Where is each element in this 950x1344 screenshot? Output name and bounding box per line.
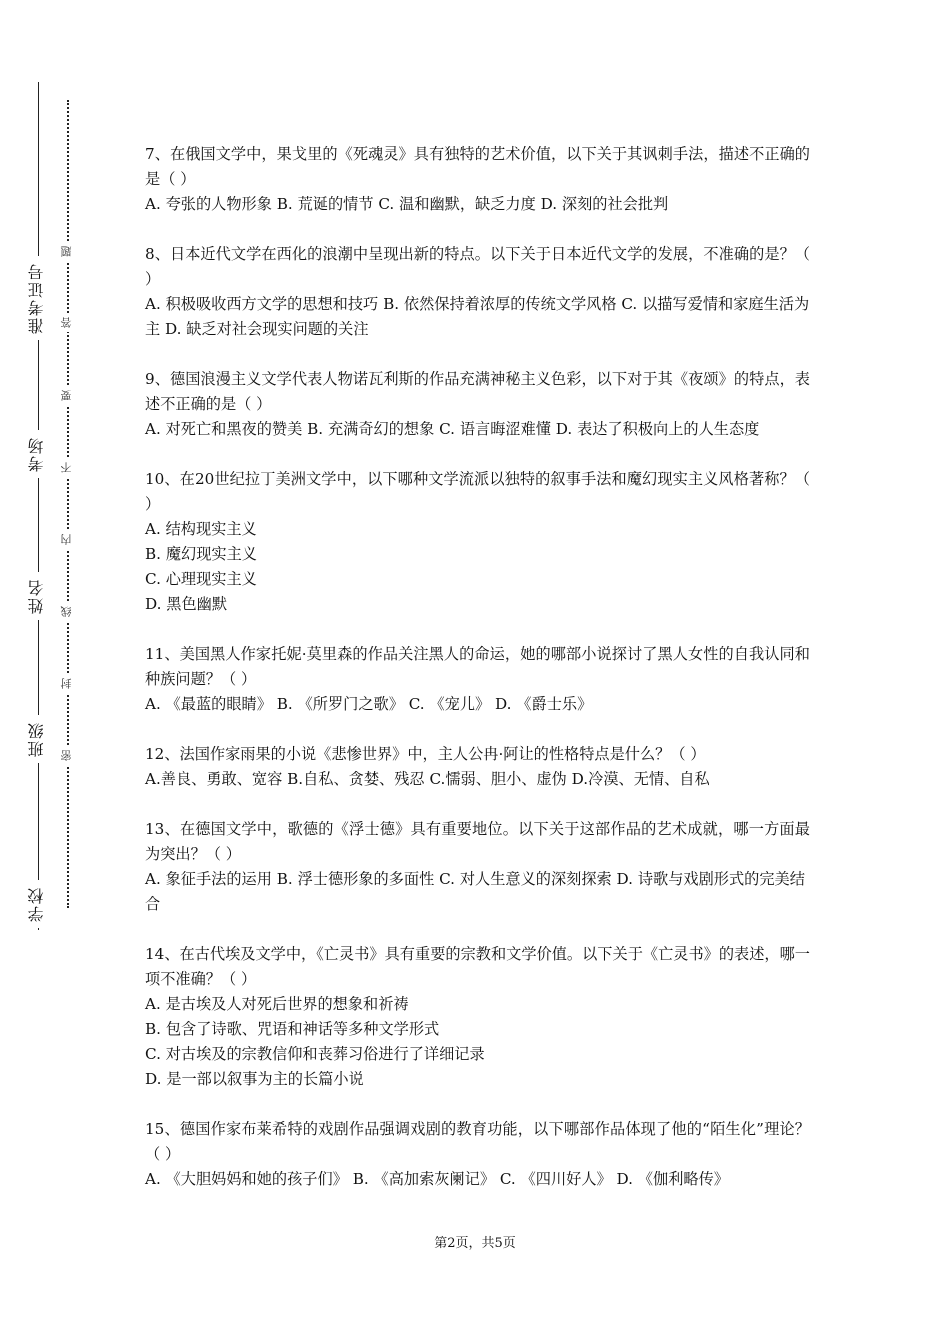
question-14 <box>145 942 810 1092</box>
question-stem: 15、德国作家布莱希特的戏剧作品强调戏剧的教育功能，以下哪部作品体现了他的“陌生化”理论？（ ） <box>145 1120 810 1163</box>
label-name: 姓名 <box>29 572 45 620</box>
binding-solid-line <box>38 82 39 930</box>
question-stem: 7、在俄国文学中，果戈里的《死魂灵》具有独特的艺术价值，以下关于其讽刺手法，描述不正确的是（ ） <box>145 145 810 188</box>
option-a: A. 是古埃及人对死后世界的想象和祈祷 <box>145 995 409 1013</box>
option-c: C. 对古埃及的宗教信仰和丧葬习俗进行了详细记录 <box>145 1045 485 1063</box>
seal-char: 要 <box>61 386 72 405</box>
question-12 <box>145 742 810 792</box>
question-stem: 9、德国浪漫主义文学代表人物诺瓦利斯的作品充满神秘主义色彩，以下对于其《夜颂》的特点，表述不正确的是（ ） <box>145 370 810 413</box>
label-exam-number: 准考证号 <box>29 256 45 340</box>
question-8 <box>145 242 810 342</box>
question-stem: 13、在德国文学中，歌德的《浮士德》具有重要地位。以下关于这部作品的艺术成就，哪一方面最为突出？（ ） <box>145 820 810 863</box>
question-stem: 10、在20世纪拉丁美洲文学中，以下哪种文学流派以独特的叙事手法和魔幻现实主义风格著称？（ ） <box>145 470 810 513</box>
label-exam-room: 考场 <box>29 430 45 478</box>
question-options: A. 象征手法的运用 B. 浮士德形象的多面性 C. 对人生意义的深刻探索 D. 诗歌与戏剧形式的完美结合 <box>145 870 805 913</box>
seal-char: 封 <box>61 674 72 693</box>
option-a: A. 结构现实主义 <box>145 520 257 538</box>
option-b: B. 包含了诗歌、咒语和神话等多种文学形式 <box>145 1020 440 1038</box>
seal-char: 密 <box>61 746 72 765</box>
option-d: D. 黑色幽默 <box>145 595 228 613</box>
question-11 <box>145 642 810 717</box>
binding-dotted-line <box>67 100 69 908</box>
seal-char: 内 <box>61 530 72 549</box>
label-school: 学校 <box>29 880 45 928</box>
question-list <box>145 142 810 1217</box>
question-9 <box>145 367 810 442</box>
question-options: A. 《大胆妈妈和她的孩子们》 B. 《高加索灰阑记》 C. 《四川好人》 D. 《伽利略传》 <box>145 1170 729 1188</box>
question-options: A. 《最蓝的眼睛》 B. 《所罗门之歌》 C. 《宠儿》 D. 《爵士乐》 <box>145 695 593 713</box>
option-c: C. 心理现实主义 <box>145 570 257 588</box>
question-options: A. 对死亡和黑夜的赞美 B. 充满奇幻的想象 C. 语言晦涩难懂 D. 表达了积极向上的人生态度 <box>145 420 760 438</box>
question-options: A. 积极吸收西方文学的思想和技巧 B. 依然保持着浓厚的传统文学风格 C. 以描写爱情和家庭生活为主 D. 缺乏对社会现实问题的关注 <box>145 295 810 338</box>
question-stem: 11、美国黑人作家托妮·莫里森的作品关注黑人的命运，她的哪部小说探讨了黑人女性的自我认同和种族问题？（ ） <box>145 645 810 688</box>
seal-char: 答 <box>61 313 72 332</box>
question-13 <box>145 817 810 917</box>
question-stem: 14、在古代埃及文学中，《亡灵书》具有重要的宗教和文学价值。以下关于《亡灵书》的表述，哪一项不准确？（ ） <box>145 945 810 988</box>
question-options: A. 夸张的人物形象 B. 荒诞的情节 C. 温和幽默，缺乏力度 D. 深刻的社会批判 <box>145 195 669 213</box>
question-7 <box>145 142 810 217</box>
question-10 <box>145 467 810 617</box>
question-options: A.善良、勇敢、宽容 B.自私、贪婪、残忍 C.懦弱、胆小、虚伪 D.冷漠、无情、自私 <box>145 770 710 788</box>
seal-char: 不 <box>61 458 72 477</box>
page-footer: 第2页，共5页 <box>434 1236 516 1251</box>
label-class: 班级 <box>29 715 45 763</box>
question-stem: 8、日本近代文学在西化的浪潮中呈现出新的特点。以下关于日本近代文学的发展，不准确的是？（ ） <box>145 245 810 288</box>
option-b: B. 魔幻现实主义 <box>145 545 257 563</box>
question-15 <box>145 1117 810 1192</box>
seal-char: 题 <box>61 242 72 261</box>
option-d: D. 是一部以叙事为主的长篇小说 <box>145 1070 364 1088</box>
seal-char: 线 <box>61 602 72 621</box>
question-stem: 12、法国作家雨果的小说《悲惨世界》中，主人公冉·阿让的性格特点是什么？（ ） <box>145 745 706 763</box>
